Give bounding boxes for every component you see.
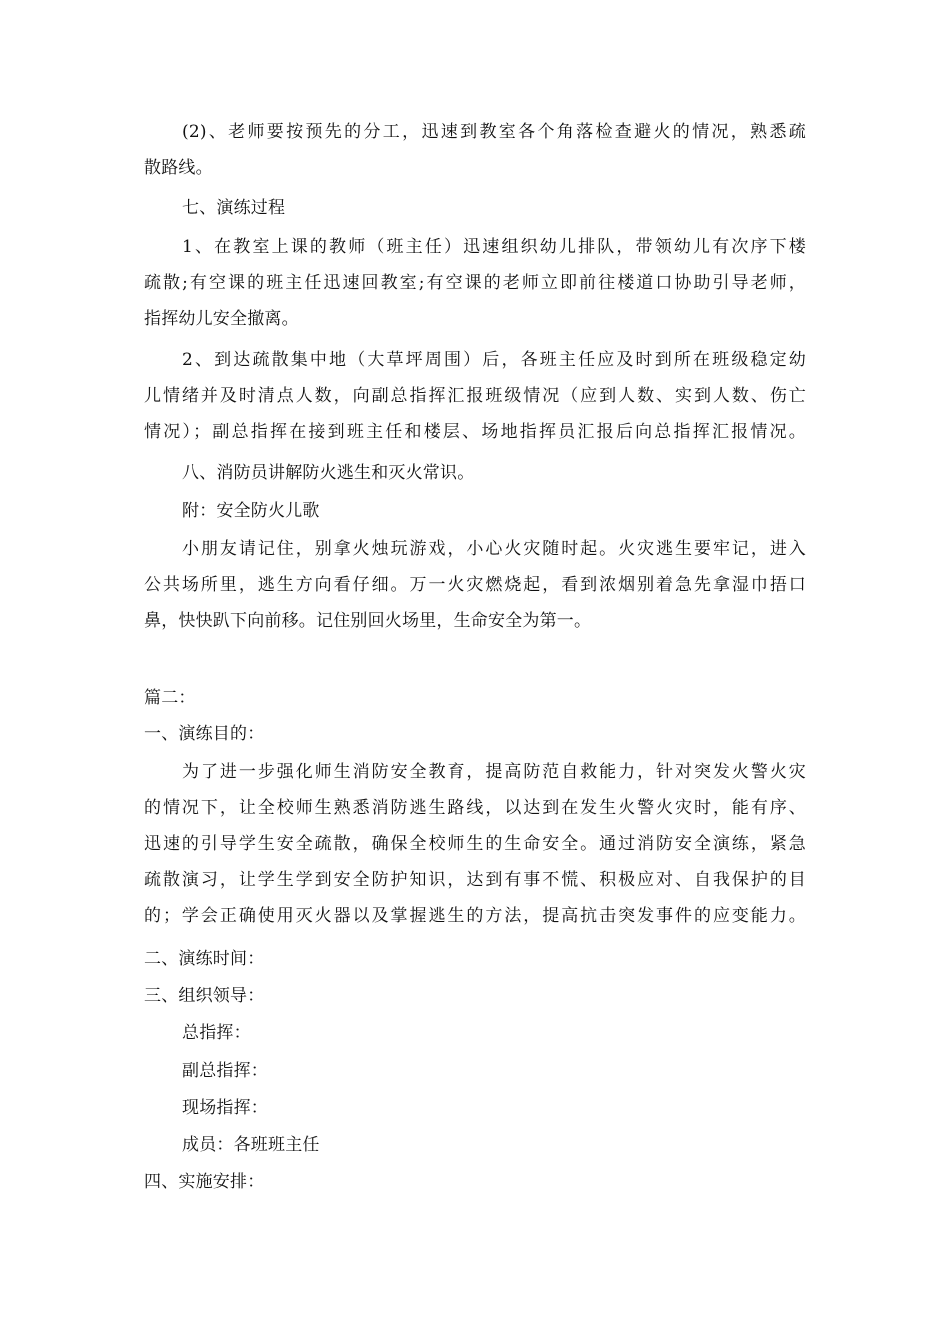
text-line: 散路线。 xyxy=(144,158,213,178)
role-site-commander xyxy=(144,1090,806,1126)
paragraph-nursery-rhyme xyxy=(144,531,806,639)
heading-appendix xyxy=(144,493,806,529)
heading-drill-process xyxy=(144,190,806,226)
text-line: 附：安全防火儿歌 xyxy=(182,501,320,521)
text-line: 成员：各班班主任 xyxy=(182,1135,320,1155)
text-line: 现场指挥： xyxy=(182,1098,268,1118)
text-line: 八、消防员讲解防火逃生和灭火常识。 xyxy=(182,463,475,483)
heading-firefighter-talk xyxy=(144,455,806,491)
text-line: 的；学会正确使用灭火器以及掌握逃生的方法，提高抗击突发事件的应变能力。 xyxy=(144,906,806,926)
paragraph-process-2 xyxy=(144,342,806,450)
heading-organization xyxy=(144,978,806,1014)
text-line: (2)、老师要按预先的分工，迅速到教室各个角落检查避火的情况，熟悉疏 xyxy=(182,122,806,142)
paragraph-drill-purpose xyxy=(144,754,806,934)
text-line: 的情况下，让全校师生熟悉消防逃生路线，以达到在发生火警火灾时，能有序、 xyxy=(144,798,806,818)
heading-drill-purpose xyxy=(144,716,806,752)
text-line: 一、演练目的： xyxy=(144,724,265,744)
text-line: 1、在教室上课的教师（班主任）迅速组织幼儿排队，带领幼儿有次序下楼 xyxy=(182,237,806,257)
paragraph-evacuation-teachers xyxy=(144,114,806,186)
heading-drill-time xyxy=(144,941,806,977)
heading-part-two xyxy=(144,680,806,716)
text-line: 三、组织领导： xyxy=(144,986,265,1006)
text-line: 小朋友请记住，别拿火烛玩游戏，小心火灾随时起。火灾逃生要牢记，进入 xyxy=(182,539,806,559)
text-line: 情况）；副总指挥在接到班主任和楼层、场地指挥员汇报后向总指挥汇报情况。 xyxy=(144,422,806,442)
text-line: 四、实施安排： xyxy=(144,1172,265,1192)
text-line: 疏散演习，让学生学到安全防护知识，达到有事不慌、积极应对、自我保护的目 xyxy=(144,870,806,890)
text-line: 指挥幼儿安全撤离。 xyxy=(144,309,299,329)
text-line: 为了进一步强化师生消防安全教育，提高防范自救能力，针对突发火警火灾 xyxy=(182,762,806,782)
text-line: 总指挥： xyxy=(182,1023,251,1043)
text-line: 鼻，快快趴下向前移。记住别回火场里，生命安全为第一。 xyxy=(144,611,592,631)
text-line: 公共场所里，逃生方向看仔细。万一火灾燃烧起，看到浓烟别着急先拿湿巾捂口 xyxy=(144,575,806,595)
paragraph-process-1 xyxy=(144,229,806,337)
text-line: 迅速的引导学生安全疏散，确保全校师生的生命安全。通过消防安全演练，紧急 xyxy=(144,834,806,854)
text-line: 儿情绪并及时清点人数，向副总指挥汇报班级情况（应到人数、实到人数、伤亡 xyxy=(144,386,806,406)
text-line: 篇二： xyxy=(144,688,196,708)
text-line: 副总指挥： xyxy=(182,1061,268,1081)
role-commander xyxy=(144,1015,806,1051)
role-deputy-commander xyxy=(144,1053,806,1089)
text-line: 二、演练时间： xyxy=(144,949,265,969)
text-line: 七、演练过程 xyxy=(182,198,286,218)
text-line: 疏散;有空课的班主任迅速回教室;有空课的老师立即前往楼道口协助引导老师， xyxy=(144,273,806,293)
heading-implementation xyxy=(144,1164,806,1200)
role-members xyxy=(144,1127,806,1163)
text-line: 2、到达疏散集中地（大草坪周围）后，各班主任应及时到所在班级稳定幼 xyxy=(182,350,806,370)
